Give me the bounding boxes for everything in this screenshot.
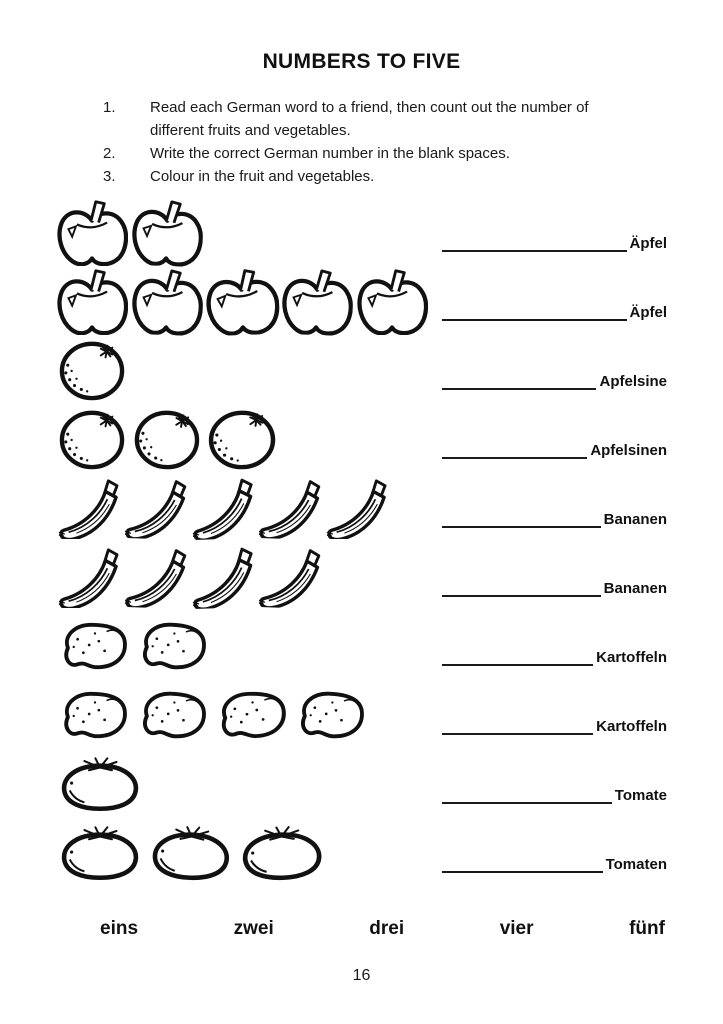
instruction-number: 1. <box>103 99 116 116</box>
apple-icon <box>56 198 128 266</box>
apple-icon <box>56 267 128 335</box>
word-label: Kartoffeln <box>596 649 667 666</box>
apple-icon <box>204 265 280 336</box>
tomato-icon <box>236 821 329 884</box>
answer-area <box>442 852 667 873</box>
answer-area <box>442 438 667 459</box>
word-label: Apfelsine <box>599 373 667 390</box>
orange-icon <box>204 405 280 472</box>
answer-area <box>442 231 667 252</box>
apple-group <box>56 267 428 335</box>
orange-group <box>56 407 278 471</box>
worksheet-rows <box>0 197 723 887</box>
answer-area <box>442 300 667 321</box>
orange-icon <box>56 338 128 402</box>
number-words <box>100 918 665 940</box>
page-title: NUMBERS TO FIVE <box>262 50 461 73</box>
potato-icon <box>134 616 212 675</box>
word-label: Äpfel <box>629 235 667 252</box>
answer-area <box>442 369 667 390</box>
answer-blank[interactable] <box>442 783 612 804</box>
number-word-drei: drei <box>369 918 405 939</box>
word-label: Bananen <box>603 580 667 597</box>
word-label: Apfelsinen <box>590 442 667 459</box>
answer-blank[interactable] <box>442 231 627 252</box>
worksheet-row <box>0 335 723 404</box>
apple-icon <box>356 267 428 335</box>
apple-group <box>56 198 203 266</box>
banana-icon <box>256 544 322 608</box>
instruction-item-1 <box>103 96 723 142</box>
apple-icon <box>130 196 204 266</box>
tomato-group <box>56 754 144 814</box>
instruction-text: Write the correct German number in the blank spaces. <box>150 145 510 162</box>
potato-icon <box>56 687 132 743</box>
number-word-vier: vier <box>499 918 534 939</box>
answer-blank[interactable] <box>442 852 603 873</box>
banana-icon <box>122 475 188 539</box>
banana-icon <box>122 544 188 608</box>
answer-blank[interactable] <box>442 300 627 321</box>
answer-area <box>442 645 667 666</box>
word-label: Kartoffeln <box>596 718 667 735</box>
answer-blank[interactable] <box>442 576 601 597</box>
instruction-number: 3. <box>103 168 116 185</box>
potato-icon <box>212 685 292 744</box>
worksheet-row <box>0 749 723 818</box>
potato-icon <box>134 685 212 744</box>
answer-blank[interactable] <box>442 714 593 735</box>
word-label: Bananen <box>603 511 667 528</box>
number-word-fuenf: fünf <box>629 918 665 939</box>
instructions-list <box>103 96 723 188</box>
worksheet-row <box>0 473 723 542</box>
word-label: Tomate <box>614 787 667 804</box>
number-word-zwei: zwei <box>233 918 274 939</box>
answer-area <box>442 576 667 597</box>
banana-icon <box>256 475 322 539</box>
answer-blank[interactable] <box>442 369 596 390</box>
tomato-icon <box>146 821 236 884</box>
answer-blank[interactable] <box>442 438 587 459</box>
word-label: Äpfel <box>629 304 667 321</box>
worksheet-row <box>0 611 723 680</box>
instruction-item-2 <box>103 142 723 165</box>
worksheet-row <box>0 197 723 266</box>
potato-group <box>56 618 211 674</box>
worksheet-row <box>0 542 723 611</box>
potato-icon <box>292 685 370 744</box>
instruction-text: Colour in the fruit and vegetables. <box>150 168 375 185</box>
apple-icon <box>280 265 354 335</box>
banana-icon <box>324 477 388 539</box>
orange-group <box>56 338 128 402</box>
tomato-icon <box>56 754 144 814</box>
banana-icon <box>188 544 256 608</box>
answer-area <box>442 507 667 528</box>
banana-icon <box>188 475 256 539</box>
answer-area <box>442 714 667 735</box>
worksheet-row <box>0 818 723 887</box>
word-label: Tomaten <box>605 856 667 873</box>
number-word-eins: eins <box>100 918 139 939</box>
potato-icon <box>56 618 132 674</box>
answer-blank[interactable] <box>442 645 593 666</box>
potato-group <box>56 687 369 743</box>
instruction-text: Read each German word to a friend, then count out the number of different fruits and vegetables. <box>150 99 589 139</box>
worksheet-row <box>0 266 723 335</box>
worksheet-row <box>0 680 723 749</box>
banana-icon <box>56 546 120 608</box>
orange-icon <box>130 405 204 471</box>
worksheet-row <box>0 404 723 473</box>
answer-blank[interactable] <box>442 507 601 528</box>
tomato-icon <box>56 823 144 883</box>
answer-area <box>442 783 667 804</box>
instruction-item-3 <box>103 165 723 188</box>
instruction-number: 2. <box>103 145 116 162</box>
apple-icon <box>130 265 204 335</box>
banana-group <box>56 477 388 539</box>
orange-icon <box>56 407 128 471</box>
banana-group <box>56 546 321 608</box>
page-number: 16 <box>352 967 371 984</box>
tomato-group <box>56 823 326 883</box>
banana-icon <box>56 477 120 539</box>
